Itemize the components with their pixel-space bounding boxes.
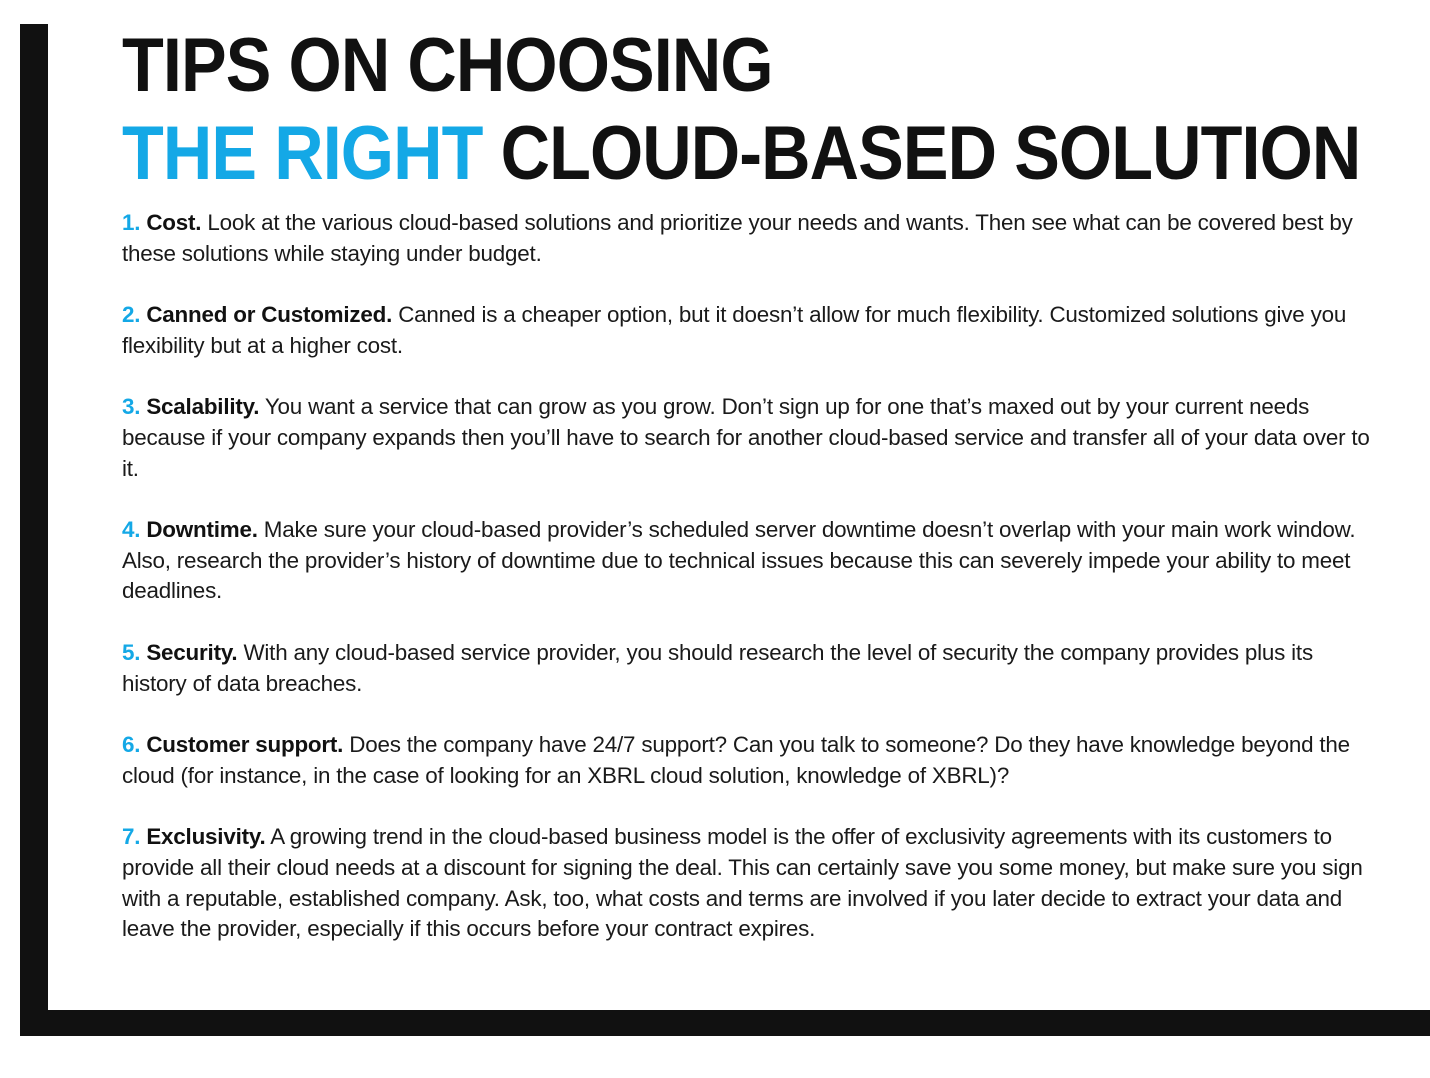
title-rest: CLOUD-BASED SOLUTION — [500, 111, 1361, 196]
tip-item-downtime — [122, 515, 1377, 607]
tip-body: You want a service that can grow as you grow. Don’t sign up for one that’s maxed out by your current needs because if your company expands then you’ll have to search for another cloud-based service and transfer all of your data over to it. — [122, 394, 1370, 481]
tip-body: With any cloud-based service provider, you should research the level of security the company provides plus its history of data breaches. — [122, 639, 1313, 696]
tip-body: A growing trend in the cloud-based business model is the offer of exclusivity agreements with its customers to provide all their cloud needs at a discount for signing the deal. This can certainly save you some money, but make sure you sign with a reputable, established company. Ask, too, what costs and terms are involved if you later decide to extract your data and leave the provider, especially if this occurs before your contract expires. — [122, 824, 1363, 942]
tip-body: Make sure your cloud-based provider’s scheduled server downtime doesn’t overlap with your main work window. Also, research the provider’s history of downtime due to technical issues because this can severely impede your ability to meet deadlines. — [122, 517, 1356, 604]
tip-body: Does the company have 24/7 support? Can you talk to someone? Do they have knowledge beyond the cloud (for instance, in the case of looking for an XBRL cloud solution, knowledge of XBRL)? — [122, 732, 1350, 788]
tip-item-exclusivity — [122, 822, 1377, 944]
tip-number: 4. — [122, 517, 141, 543]
tip-heading: Canned or Customized. — [146, 302, 393, 328]
page-title — [122, 22, 1360, 198]
tip-number: 5. — [122, 639, 141, 665]
title-line-2 — [122, 110, 1360, 198]
tip-item-canned-or-customized — [122, 300, 1377, 361]
title-line-1: TIPS ON CHOOSING — [122, 23, 773, 108]
tip-heading: Downtime. — [146, 517, 258, 543]
tip-number: 3. — [122, 394, 141, 420]
tip-number: 6. — [122, 732, 141, 758]
tip-heading: Customer support. — [146, 732, 344, 758]
tip-heading: Scalability. — [146, 394, 260, 420]
tip-item-security — [122, 638, 1377, 699]
tip-heading: Exclusivity. — [146, 824, 266, 850]
tip-number: 1. — [122, 210, 141, 235]
tip-body: Canned is a cheaper option, but it doesn’t allow for much flexibility. Customized solutions give you flexibility but at a higher cost. — [122, 302, 1347, 358]
frame-left-border — [20, 24, 48, 1036]
tip-number: 2. — [122, 302, 141, 328]
tip-heading: Security. — [146, 639, 238, 665]
tip-item-scalability — [122, 392, 1377, 484]
tip-heading: Cost. — [146, 210, 202, 235]
title-accent: THE RIGHT — [122, 111, 483, 196]
tip-number: 7. — [122, 824, 141, 850]
tip-item-customer-support — [122, 730, 1377, 791]
tips-list — [122, 208, 1377, 976]
tip-body: Look at the various cloud-based solutions and prioritize your needs and wants. Then see what can be covered best by these solutions while staying under budget. — [122, 210, 1353, 266]
frame-bottom-border — [20, 1010, 1430, 1036]
tip-item-cost — [122, 208, 1377, 269]
